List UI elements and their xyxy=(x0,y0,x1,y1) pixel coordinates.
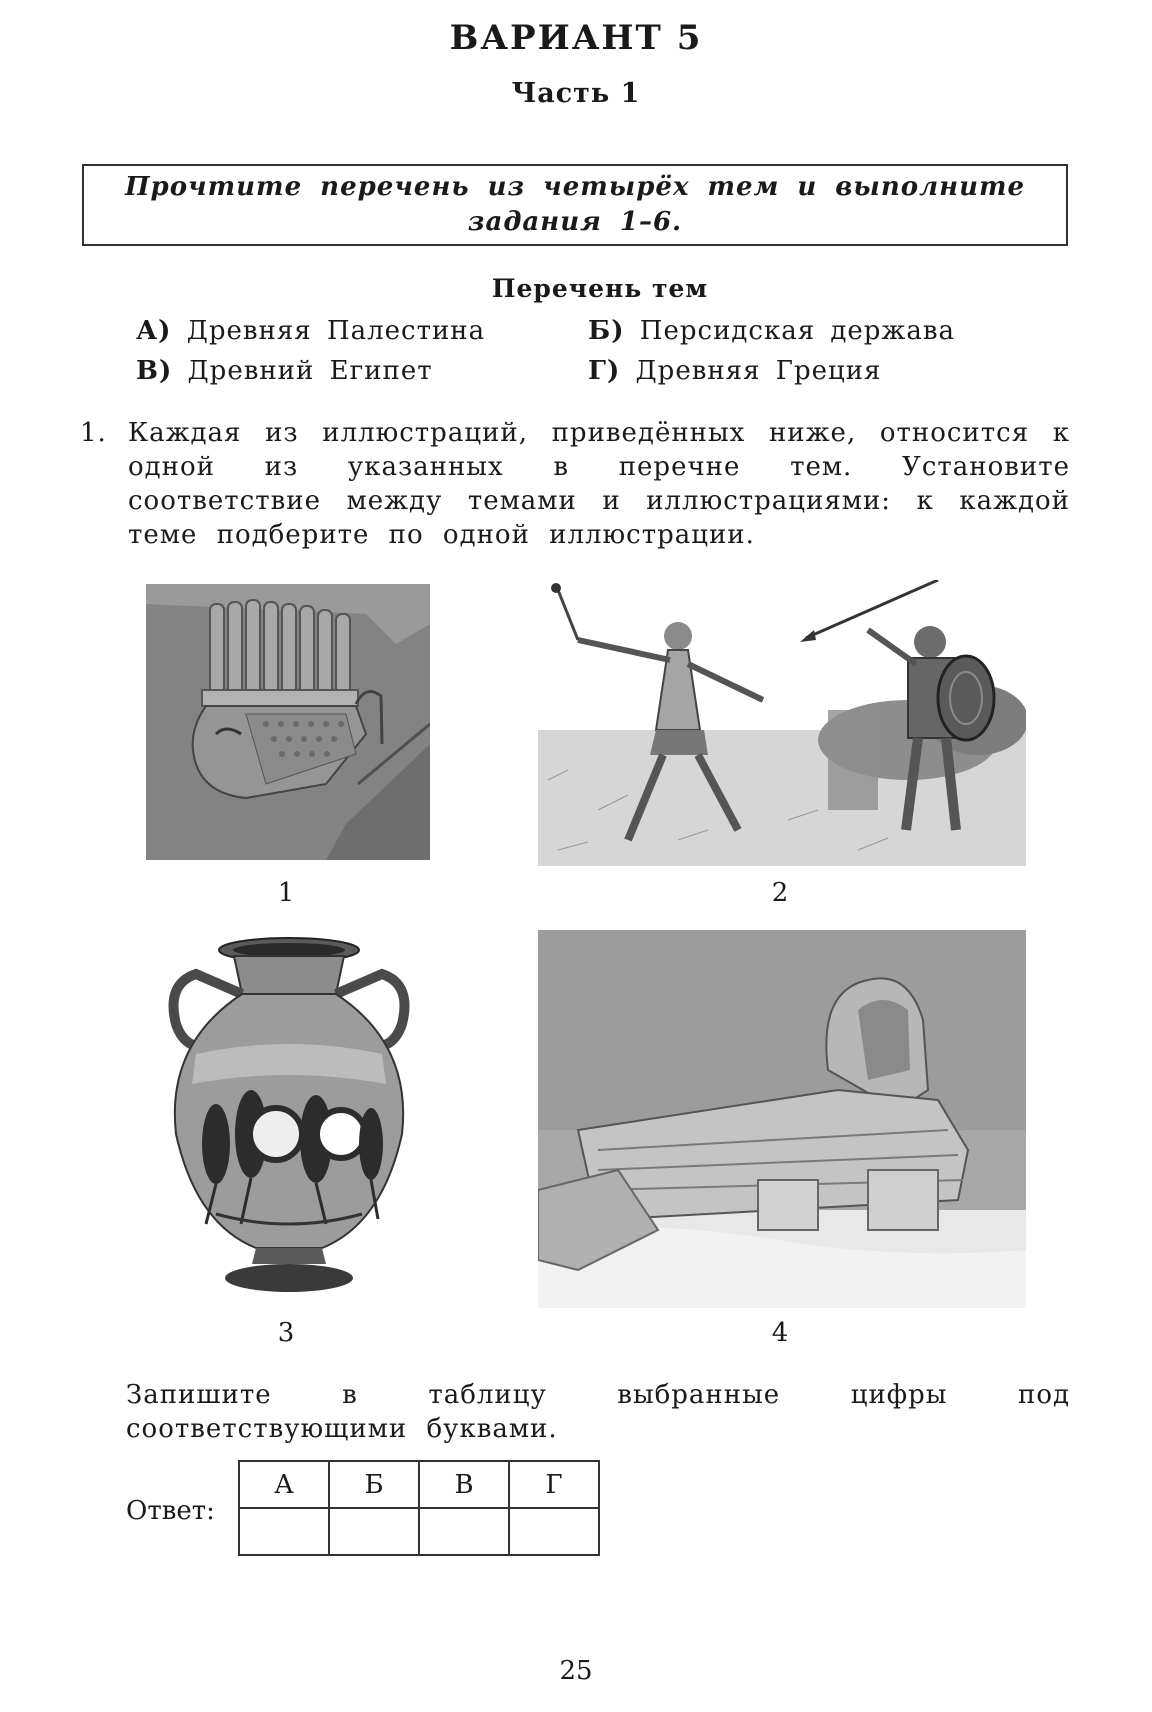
figure-label-3: 3 xyxy=(277,1318,295,1348)
figure-3 xyxy=(156,934,422,1300)
answer-header-v: В xyxy=(419,1461,509,1508)
figure-4 xyxy=(538,930,1026,1308)
topic-name: Персидская держава xyxy=(639,316,955,346)
topic-letter: В) xyxy=(136,356,173,386)
instruction-line-1: Прочтите перечень из четырёх тем и выполните xyxy=(124,172,1026,202)
instruction-box xyxy=(82,164,1068,246)
answer-value-row xyxy=(239,1508,599,1555)
topic-g xyxy=(588,356,881,386)
topic-b xyxy=(588,316,955,346)
answer-label: Ответ: xyxy=(126,1496,215,1526)
write-instruction: Запишите в таблицу выбранные цифры под соответствующими буквами. xyxy=(126,1380,1070,1444)
figure-label-2: 2 xyxy=(771,878,789,908)
answer-cell-g[interactable] xyxy=(509,1508,599,1555)
answer-cell-a[interactable] xyxy=(239,1508,329,1555)
answer-header-a: А xyxy=(239,1461,329,1508)
david-goliath-icon xyxy=(538,580,1026,866)
part-title: Часть 1 xyxy=(511,78,641,109)
question-number: 1. xyxy=(80,418,107,448)
instruction-line-2: задания 1–6. xyxy=(467,207,683,237)
answer-cell-v[interactable] xyxy=(419,1508,509,1555)
sphinx-icon xyxy=(538,930,1026,1308)
figure-label-1: 1 xyxy=(277,878,295,908)
answer-header-row xyxy=(239,1461,599,1508)
topic-letter: А) xyxy=(136,316,172,346)
answer-cell-b[interactable] xyxy=(329,1508,419,1555)
topic-letter: Г) xyxy=(588,356,621,386)
greek-amphora-icon xyxy=(156,934,422,1300)
answer-header-b: Б xyxy=(329,1461,419,1508)
topic-v xyxy=(136,356,433,386)
topic-name: Древний Египет xyxy=(187,356,433,386)
answer-table xyxy=(238,1460,600,1556)
persian-relief-icon xyxy=(146,584,430,860)
question-text: Каждая из иллюстраций, приведённых ниже, относится к одной из указанных в перечне тем. Установите соответствие между темами и иллюстрациями: к каждой теме подберите по одной иллюстрации. xyxy=(128,418,1070,550)
page-number: 25 xyxy=(559,1656,593,1686)
topic-letter: Б) xyxy=(588,316,625,346)
topic-name: Древняя Греция xyxy=(635,356,882,386)
topic-a xyxy=(136,316,485,346)
question-1 xyxy=(80,416,1070,552)
answer-header-g: Г xyxy=(509,1461,599,1508)
topics-title: Перечень тем xyxy=(491,274,709,303)
figure-1 xyxy=(146,584,430,860)
variant-title: ВАРИАНТ 5 xyxy=(449,18,703,58)
topic-name: Древняя Палестина xyxy=(186,316,486,346)
figure-2 xyxy=(538,580,1026,866)
figure-label-4: 4 xyxy=(771,1318,789,1348)
